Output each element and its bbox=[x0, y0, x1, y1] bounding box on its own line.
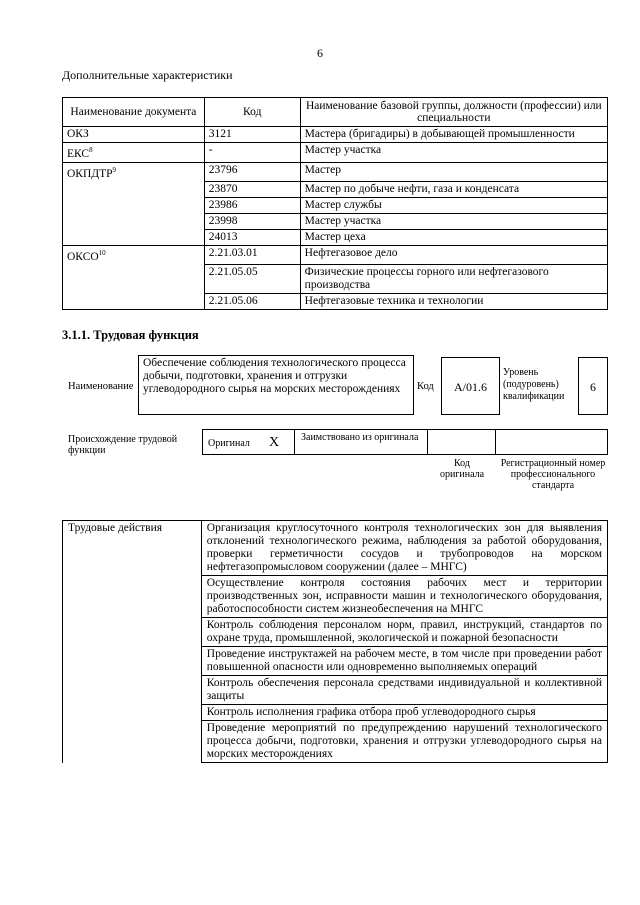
level-label: Уровень (подуровень) квалификации bbox=[503, 367, 565, 402]
name-cell: Мастер службы bbox=[300, 198, 607, 214]
original-mark: X bbox=[269, 435, 280, 450]
page-number: 6 bbox=[317, 46, 323, 60]
code-cell: 23870 bbox=[204, 182, 300, 198]
orig-code-cell bbox=[428, 429, 496, 455]
level-box: 6 bbox=[578, 357, 608, 415]
name-cell: Нефтегазовое дело bbox=[300, 246, 607, 265]
classification-table bbox=[62, 97, 608, 310]
action-item: Контроль обеспечения персонала средствами индивидуальной и коллективной защиты bbox=[201, 676, 607, 705]
actions-label: Трудовые действия bbox=[63, 521, 202, 763]
action-item: Контроль исполнения графика отбора проб углеводородного сырья bbox=[201, 705, 607, 721]
origin-label: Происхождение трудовой функции bbox=[68, 434, 178, 456]
code-cell: 2.21.03.01 bbox=[204, 246, 300, 265]
borrowed-label: Заимствовано из оригинала bbox=[301, 432, 419, 443]
code-cell: - bbox=[204, 143, 300, 163]
table-row bbox=[63, 521, 608, 576]
code-cell: 3121 bbox=[204, 127, 300, 143]
name-cell: Мастера (бригадиры) в добывающей промышленности bbox=[300, 127, 607, 143]
name-cell: Мастер bbox=[300, 162, 607, 181]
labor-actions-table bbox=[62, 520, 608, 763]
doc-cell: ОКЗ bbox=[63, 127, 205, 143]
table-row bbox=[63, 246, 608, 265]
name-label: Наименование bbox=[68, 381, 134, 392]
table-row bbox=[63, 214, 608, 230]
name-cell: Мастер цеха bbox=[300, 230, 607, 246]
name-cell: Мастер по добыче нефти, газа и конденсата bbox=[300, 182, 607, 198]
original-label: Оригинал bbox=[208, 438, 250, 449]
table-row bbox=[63, 265, 608, 294]
code-label: Код bbox=[417, 381, 434, 392]
reg-number-label: Регистрационный номер профессионального стандарта bbox=[500, 458, 606, 491]
name-cell: Мастер участка bbox=[300, 214, 607, 230]
table-row bbox=[63, 230, 608, 246]
action-item: Организация круглосуточного контроля технологических зон для выявления отклонений технологического режима, наблюдения за работой оборудования, проверки герметичности сосудов и трубопроводов на морском нефтегазопромысловом сооружении (далее – МНГС) bbox=[201, 521, 607, 576]
code-cell: 2.21.05.05 bbox=[204, 265, 300, 294]
doc-cell: ЕКС$^8$ bbox=[63, 143, 205, 163]
table-row bbox=[63, 143, 608, 163]
code-cell: 24013 bbox=[204, 230, 300, 246]
header-code: Код bbox=[204, 98, 300, 127]
action-item: Проведение инструктажей на рабочем месте, в том числе при проведении работ повышенной опасности или одновременно выполняемых операций bbox=[201, 647, 607, 676]
action-item: Контроль соблюдения персоналом норм, правил, инструкций, стандартов по охране труда, промышленной, экологической и пожарной безопасности bbox=[201, 618, 607, 647]
table-row bbox=[63, 162, 608, 181]
code-cell: 23986 bbox=[204, 198, 300, 214]
name-cell: Нефтегазовые техника и технологии bbox=[300, 294, 607, 310]
reg-number-cell bbox=[496, 429, 608, 455]
code-cell: 23998 bbox=[204, 214, 300, 230]
code-cell: 2.21.05.06 bbox=[204, 294, 300, 310]
doc-cell: ОКПДТР$^9$ bbox=[63, 162, 205, 181]
table-row bbox=[63, 294, 608, 310]
table-row bbox=[63, 198, 608, 214]
function-code-box: А/01.6 bbox=[441, 357, 500, 415]
table-row bbox=[63, 182, 608, 198]
section-subtitle: Дополнительные характеристики bbox=[62, 68, 233, 82]
header-doc: Наименование документа bbox=[63, 98, 205, 127]
original-cell bbox=[202, 429, 294, 455]
code-cell: 23796 bbox=[204, 162, 300, 181]
name-cell: Мастер участка bbox=[300, 143, 607, 163]
section-heading: 3.1.1. Трудовая функция bbox=[62, 328, 199, 342]
borrowed-cell bbox=[294, 429, 428, 455]
name-cell: Физические процессы горного или нефтегазового производства bbox=[300, 265, 607, 294]
action-item: Проведение мероприятий по предупреждению нарушений технологического процесса добычи, подготовки, хранения и отгрузки углеводородного сырья на морских месторождениях bbox=[201, 721, 607, 763]
orig-code-label: Код оригинала bbox=[439, 458, 485, 480]
header-name: Наименование базовой группы, должности (профессии) или специальности bbox=[300, 98, 607, 127]
function-name-box: Обеспечение соблюдения технологического процесса добычи, подготовки, хранения и отгрузки углеводородного сырья на морских месторождениях bbox=[138, 355, 414, 415]
doc-cell: ОКСО$^{10}$ bbox=[63, 246, 205, 265]
action-item: Осуществление контроля состояния рабочих мест и территории производственных зон, исправности машин и технологического оборудования, работоспособности систем жизнеобеспечения на МНГС bbox=[201, 576, 607, 618]
table-header-row bbox=[63, 98, 608, 127]
table-row bbox=[63, 127, 608, 143]
